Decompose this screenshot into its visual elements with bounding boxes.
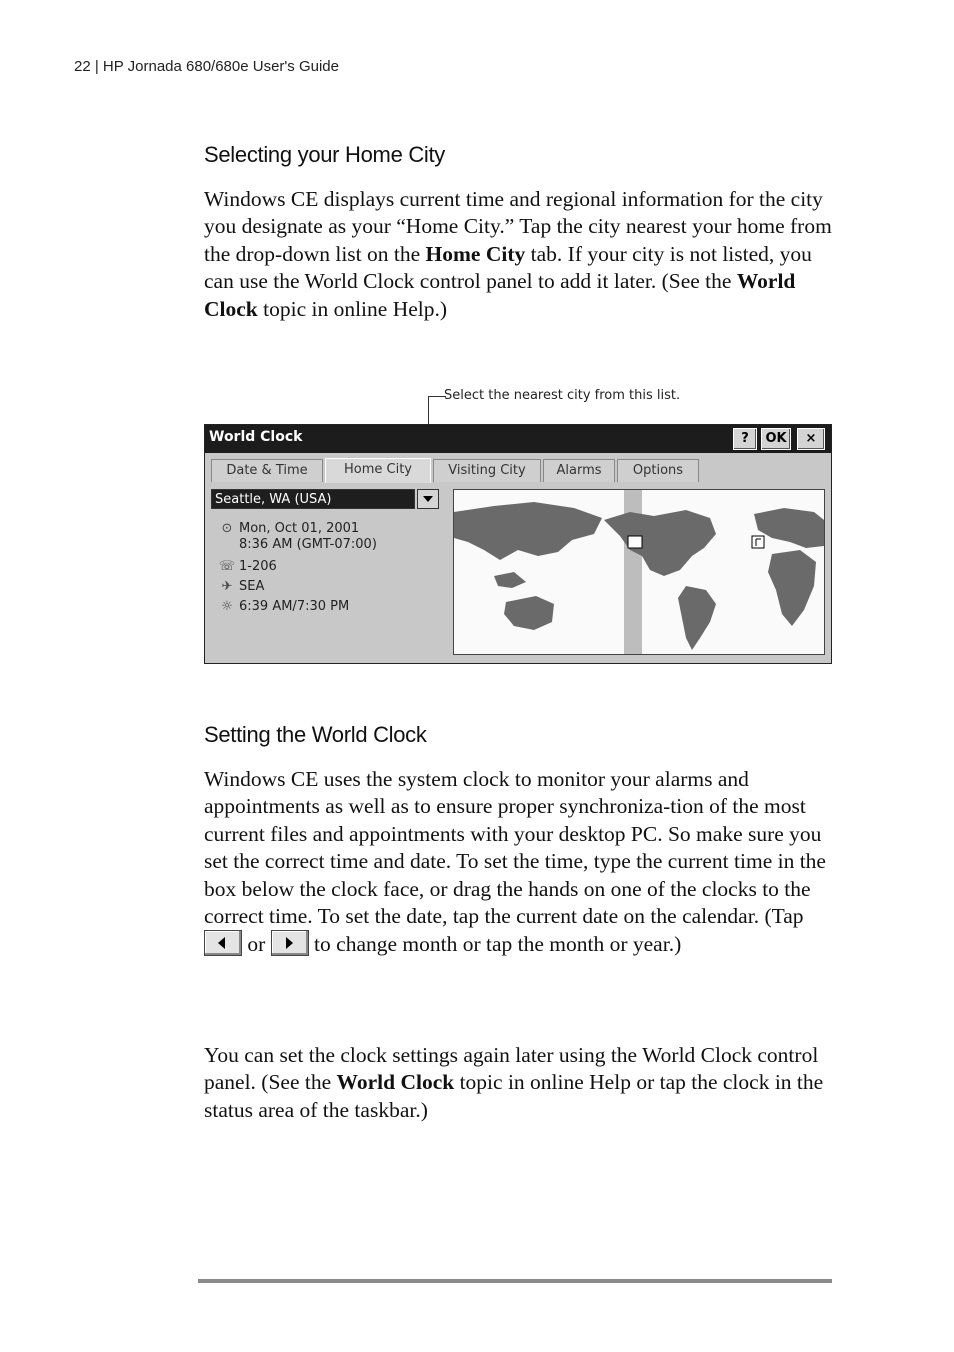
phone-value: 1-206	[239, 559, 277, 574]
text: Windows CE displays current time and regional information for the city you designate as your “Home City.” Tap the city nearest your home from the drop-down list on the	[204, 187, 832, 266]
paragraph-world-clock	[204, 766, 844, 959]
date-row	[215, 521, 359, 536]
bold-world-clock-2: World Clock	[336, 1070, 455, 1095]
phone-icon: ☏	[218, 559, 236, 574]
phone-row	[215, 559, 277, 574]
bold-home-city: Home City	[425, 241, 526, 266]
paragraph-clock-settings	[204, 1042, 844, 1124]
bottom-rule	[198, 1279, 832, 1283]
airport-value: SEA	[239, 579, 265, 594]
world-map-graphic	[454, 490, 824, 654]
date-value: Mon, Oct 01, 2001	[239, 521, 360, 536]
tab-visiting-city[interactable]: Visiting City	[433, 459, 541, 482]
running-head: 22 | HP Jornada 680/680e User's Guide	[74, 58, 339, 75]
arrow-right-icon	[284, 937, 294, 949]
text: You can set the clock settings again later using the World Clock control panel. (See the	[204, 1043, 819, 1095]
world-map[interactable]	[453, 489, 825, 655]
section-heading-home-city: Selecting your Home City	[204, 142, 446, 167]
airport-row	[215, 579, 264, 594]
sun-row	[215, 599, 349, 614]
tab-date-time[interactable]: Date & Time	[211, 459, 323, 482]
text: Windows CE uses the system clock to monitor your alarms and appointments as well as to ensure proper synchroniza-tion of the most current files and appointments with your desktop PC. So make sure you set the correct time and date. To set the time, type the current time in the box below the clock face, or drag the hands on one of the clocks to the correct time. To set the date, tap the current date on the calendar. (Tap	[204, 767, 826, 929]
text: topic in online Help or tap the clock in the status area of the taskbar.)	[204, 1070, 824, 1122]
dropdown-arrow-button[interactable]	[417, 489, 439, 509]
south-america	[678, 586, 716, 650]
sun-icon: ☼	[221, 599, 233, 614]
north-america	[604, 510, 716, 576]
close-button[interactable]: ×	[797, 428, 825, 450]
text: tab. If your city is not listed, you can use the World Clock control panel to add it later. (See the	[204, 241, 812, 294]
text: to change month or tap the month or year.)	[308, 932, 682, 957]
se-asia	[494, 572, 526, 588]
help-button[interactable]: ?	[733, 428, 757, 450]
title-bar	[205, 425, 831, 453]
prev-month-button[interactable]	[204, 930, 242, 956]
airplane-icon: ✈	[221, 579, 233, 594]
tab-options[interactable]: Options	[617, 459, 699, 482]
next-month-button[interactable]	[271, 930, 309, 956]
arrow-left-icon	[217, 937, 227, 949]
callout-text: Select the nearest city from this list.	[444, 388, 681, 403]
chevron-down-icon	[418, 490, 438, 508]
asia	[454, 502, 602, 560]
australia	[504, 596, 554, 630]
paragraph-home-city	[204, 186, 844, 323]
visiting-marker	[752, 536, 764, 548]
home-city-dropdown[interactable]: Seattle, WA (USA)	[211, 489, 415, 509]
text: topic in online Help.)	[257, 296, 448, 321]
ok-button[interactable]: OK	[761, 428, 791, 450]
section-heading-world-clock: Setting the World Clock	[204, 722, 427, 747]
bold-world-clock: World Clock	[204, 269, 796, 321]
home-marker	[628, 536, 642, 548]
tab-home-city[interactable]: Home City	[325, 458, 431, 483]
world-clock-screenshot	[204, 380, 832, 666]
sun-value: 6:39 AM/7:30 PM	[239, 599, 350, 614]
world-clock-window	[204, 424, 832, 664]
africa	[768, 550, 816, 626]
tab-alarms[interactable]: Alarms	[543, 459, 615, 482]
window-title: World Clock	[209, 429, 303, 445]
time-value: 8:36 AM (GMT-07:00)	[239, 537, 377, 552]
clock-icon: ⊙	[221, 521, 233, 536]
text: or	[242, 932, 271, 957]
